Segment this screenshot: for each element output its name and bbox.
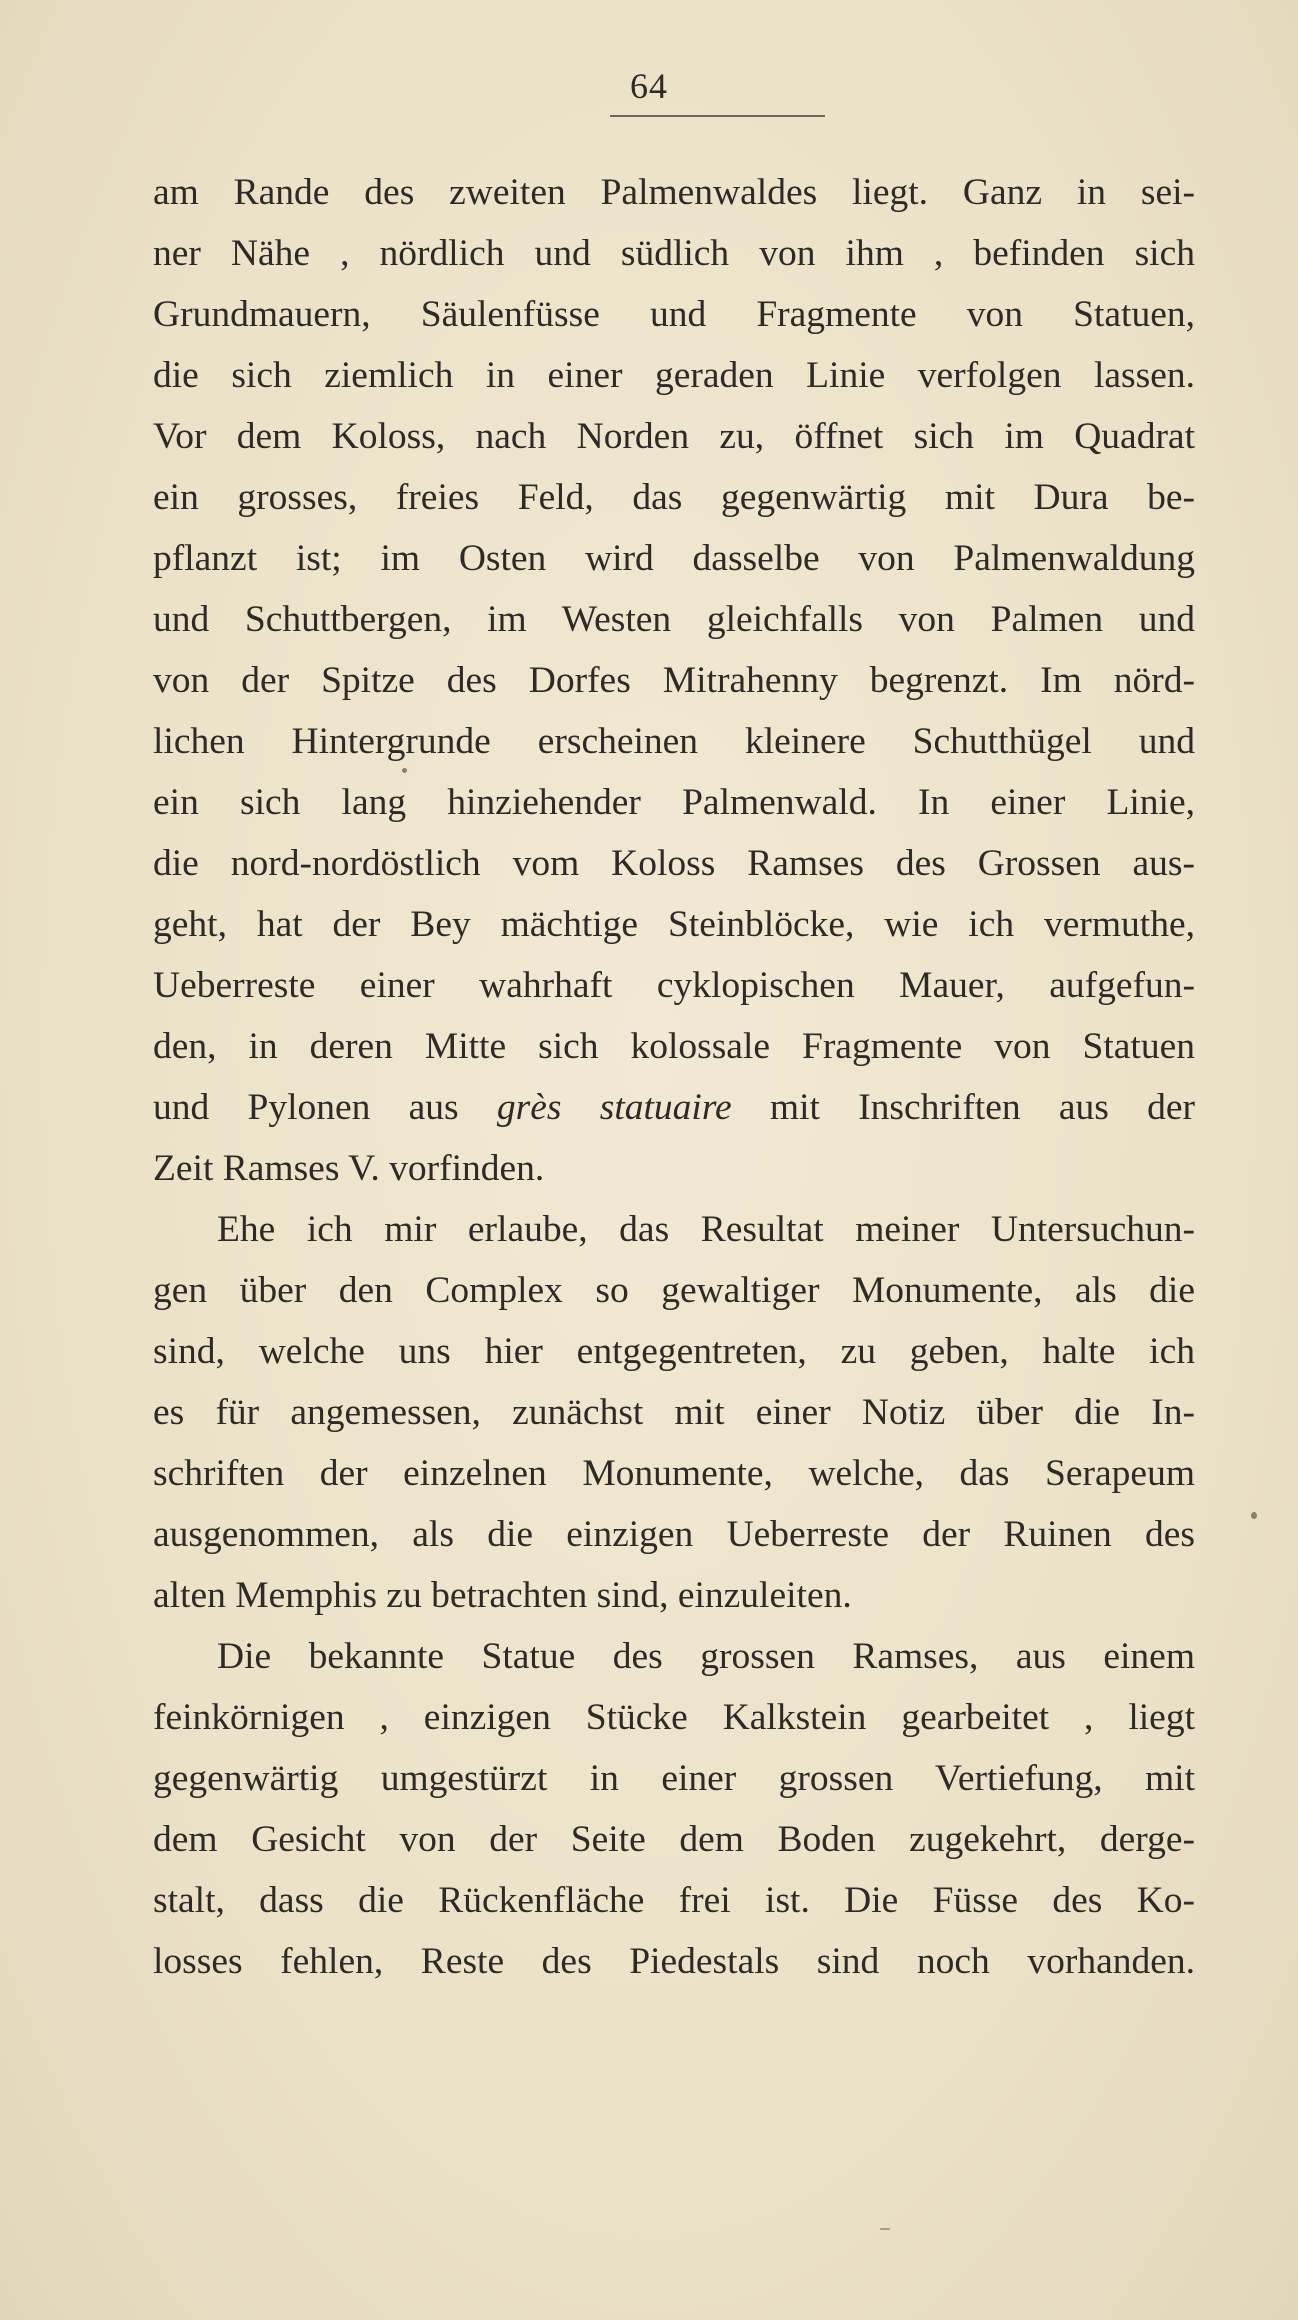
- body-text: [153, 162, 1195, 1992]
- text-line-with-italic: [153, 1077, 1195, 1138]
- ink-speck: [1251, 1512, 1257, 1519]
- text-line: losses fehlen, Reste des Piedestals sind noch vorhanden.: [153, 1941, 1195, 1982]
- text-line: ein grosses, freies Feld, das gegenwärtig mit Dura be-: [153, 477, 1195, 518]
- text-line: die sich ziemlich in einer geraden Linie verfolgen lassen.: [153, 355, 1195, 396]
- text-line: feinkörnigen , einzigen Stücke Kalkstein gearbeitet , liegt: [153, 1697, 1195, 1738]
- text-line: Grundmauern, Säulenfüsse und Fragmente von Statuen,: [153, 294, 1195, 335]
- italic-term: grès statuaire: [496, 1087, 732, 1128]
- ink-speck: [880, 2228, 890, 2230]
- text-line: und Schuttbergen, im Westen gleichfalls von Palmen und: [153, 599, 1195, 640]
- text-line: gen über den Complex so gewaltiger Monumente, als die: [153, 1270, 1195, 1311]
- text-line: sind, welche uns hier entgegentreten, zu geben, halte ich: [153, 1331, 1195, 1372]
- paragraph-first-line: Die bekannte Statue des grossen Ramses, aus einem: [217, 1636, 1195, 1677]
- header-rule: [610, 115, 825, 117]
- text-line: es für angemessen, zunächst mit einer Notiz über die In-: [153, 1392, 1195, 1433]
- ink-speck: [402, 768, 407, 773]
- text-segment: und Pylonen aus: [153, 1087, 497, 1128]
- text-line: den, in deren Mitte sich kolossale Fragmente von Statuen: [153, 1026, 1195, 1067]
- text-line: ner Nähe , nördlich und südlich von ihm , befinden sich: [153, 233, 1195, 274]
- text-line: von der Spitze des Dorfes Mitrahenny begrenzt. Im nörd-: [153, 660, 1195, 701]
- text-segment: mit Inschriften aus der: [731, 1087, 1195, 1128]
- text-line: am Rande des zweiten Palmenwaldes liegt. Ganz in sei-: [153, 172, 1195, 213]
- text-line: schriften der einzelnen Monumente, welche, das Serapeum: [153, 1453, 1195, 1494]
- text-line: Ueberreste einer wahrhaft cyklopischen Mauer, aufgefun-: [153, 965, 1195, 1006]
- text-line: ausgenommen, als die einzigen Ueberreste der Ruinen des: [153, 1514, 1195, 1555]
- text-line: alten Memphis zu betrachten sind, einzuleiten.: [153, 1575, 852, 1616]
- paragraph-first-line: Ehe ich mir erlaube, das Resultat meiner Untersuchun-: [217, 1209, 1195, 1250]
- text-line: geht, hat der Bey mächtige Steinblöcke, wie ich vermuthe,: [153, 904, 1195, 945]
- text-line: dem Gesicht von der Seite dem Boden zugekehrt, derge-: [153, 1819, 1195, 1860]
- text-line: die nord-nordöstlich vom Koloss Ramses des Grossen aus-: [153, 843, 1195, 884]
- page-number: 64: [630, 66, 668, 106]
- text-line: lichen Hintergrunde erscheinen kleinere Schutthügel und: [153, 721, 1195, 762]
- text-line: Zeit Ramses V. vorfinden.: [153, 1148, 545, 1189]
- text-line: gegenwärtig umgestürzt in einer grossen Vertiefung, mit: [153, 1758, 1195, 1799]
- text-line: ein sich lang hinziehender Palmenwald. In einer Linie,: [153, 782, 1195, 823]
- text-line: stalt, dass die Rückenfläche frei ist. Die Füsse des Ko-: [153, 1880, 1195, 1921]
- text-line: pflanzt ist; im Osten wird dasselbe von Palmenwaldung: [153, 538, 1195, 579]
- text-line: Vor dem Koloss, nach Norden zu, öffnet sich im Quadrat: [153, 416, 1195, 457]
